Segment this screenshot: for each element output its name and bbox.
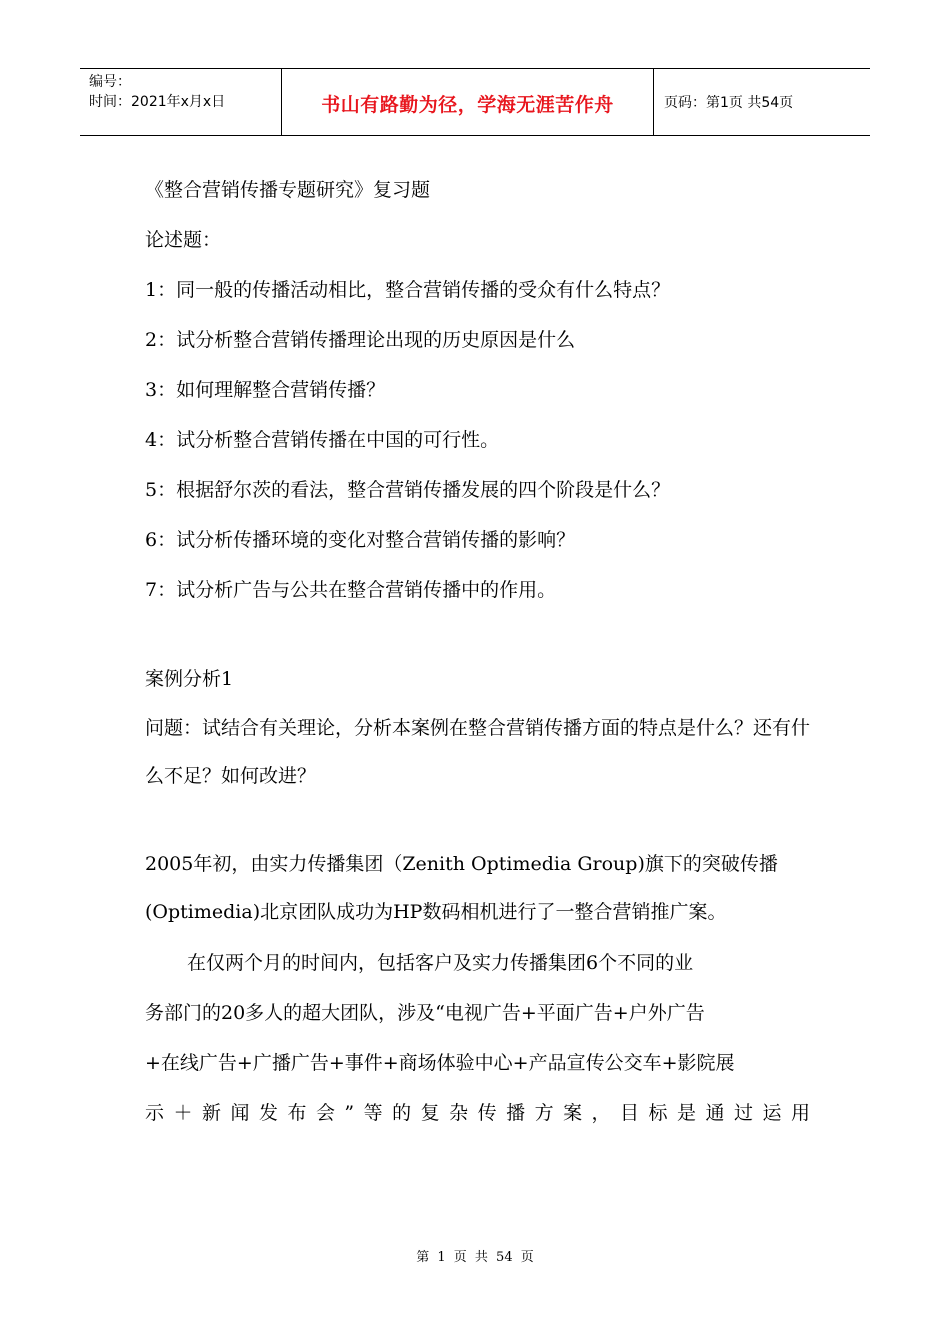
question-4: 4：试分析整合营销传播在中国的可行性。 — [145, 429, 500, 451]
header-page-info — [654, 69, 870, 135]
question-1: 1：同一般的传播活动相比，整合营销传播的受众有什么特点？ — [145, 279, 671, 301]
question-3: 3：如何理解整合营销传播？ — [145, 379, 386, 401]
question-7: 7：试分析广告与公共在整合营销传播中的作用。 — [145, 579, 557, 601]
question-6: 6：试分析传播环境的变化对整合营销传播的影响？ — [145, 529, 576, 551]
page-footer — [0, 1246, 950, 1265]
case-question: 问题：试结合有关理论，分析本案例在整合营销传播方面的特点是什么？还有什么不足？如何改进？ — [145, 717, 811, 787]
case-paragraph-2-line-3: +在线广告+广播广告+事件+商场体验中心+产品宣传公交车+影院展 — [145, 1052, 735, 1074]
document-body — [145, 165, 810, 1138]
number-label: 编号： — [89, 74, 131, 90]
time-label: 时间：2021年x月x日 — [89, 94, 226, 110]
header-motto: 书山有路勤为径，学海无涯苦作舟 — [321, 93, 614, 116]
case-paragraph-2-line-4: 示＋新闻发布会”等的复杂传播方案，目标是通过运用 — [145, 1102, 810, 1124]
question-2: 2：试分析整合营销传播理论出现的历史原因是什么 — [145, 329, 576, 351]
page-info: 页码：第1页 共54页 — [664, 95, 794, 111]
blank-line — [145, 615, 810, 654]
case-paragraph-2-line-1: 在仅两个月的时间内，包括客户及实力传播集团6个不同的业 — [187, 952, 694, 974]
footer-page-number: 第 1 页 共 54 页 — [416, 1250, 534, 1265]
section-essay-heading: 论述题： — [145, 229, 222, 251]
header-motto-cell — [282, 69, 654, 135]
case-paragraph-2-line-2: 务部门的20多人的超大团队，涉及“电视广告+平面广告+户外广告 — [145, 1002, 705, 1024]
document-title: 《整合营销传播专题研究》复习题 — [145, 179, 431, 201]
case-title: 案例分析1 — [145, 668, 234, 690]
page-header — [80, 68, 870, 136]
question-5: 5：根据舒尔茨的看法，整合营销传播发展的四个阶段是什么？ — [145, 479, 671, 501]
header-meta — [80, 69, 282, 135]
blank-line — [145, 800, 810, 840]
case-paragraph-1: 2005年初，由实力传播集团（Zenith Optimedia Group)旗下的突破传播(Optimedia)北京团队成功为HP数码相机进行了一整合营销推广案。 — [145, 853, 778, 923]
